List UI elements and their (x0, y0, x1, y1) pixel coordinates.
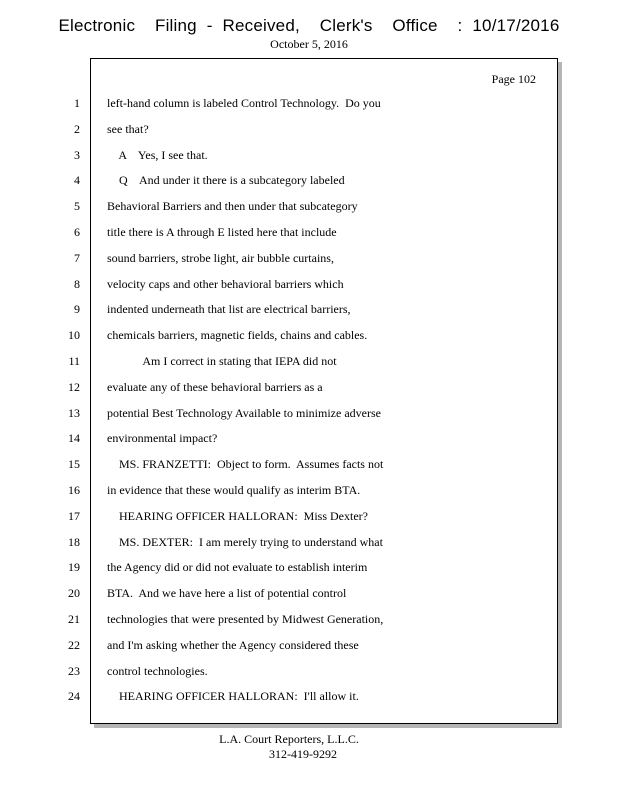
transcript-line: control technologies. (107, 664, 208, 678)
transcript-line: technologies that were presented by Midwest Generation, (107, 612, 384, 626)
transcript-line: and I'm asking whether the Agency considered these (107, 638, 359, 652)
transcript-line: the Agency did or did not evaluate to establish interim (107, 560, 368, 574)
transcript-line: environmental impact? (107, 431, 218, 445)
line-number: 6 (74, 225, 80, 239)
filing-stamp: Electronic Filing - Received, Clerk's Office : 10/17/2016 (58, 16, 560, 35)
transcript-line: BTA. And we have here a list of potential control (107, 586, 347, 600)
line-number: 1 (74, 96, 80, 110)
transcript-line: indented underneath that list are electrical barriers, (107, 302, 351, 316)
document-date: October 5, 2016 (270, 37, 348, 51)
line-number: 23 (68, 664, 80, 678)
line-number: 11 (68, 354, 80, 368)
line-number: 18 (68, 535, 80, 549)
transcript-line: chemicals barriers, magnetic fields, chains and cables. (107, 328, 368, 342)
transcript-line: HEARING OFFICER HALLORAN: I'll allow it. (107, 689, 359, 703)
transcript-line: velocity caps and other behavioral barriers which (107, 277, 344, 291)
line-number: 19 (68, 560, 80, 574)
line-number: 9 (74, 302, 80, 316)
line-number: 10 (68, 328, 80, 342)
line-number: 5 (74, 199, 80, 213)
line-number: 24 (68, 689, 80, 703)
court-reporter-firm: L.A. Court Reporters, L.L.C. (219, 732, 359, 746)
line-number: 20 (68, 586, 80, 600)
transcript-line: MS. FRANZETTI: Object to form. Assumes facts not (107, 457, 384, 471)
line-number: 21 (68, 612, 80, 626)
transcript-line: evaluate any of these behavioral barriers as a (107, 380, 323, 394)
line-number: 8 (74, 277, 80, 291)
line-number: 16 (68, 483, 80, 497)
transcript-line: MS. DEXTER: I am merely trying to understand what (107, 535, 383, 549)
transcript-line: in evidence that these would qualify as interim BTA. (107, 483, 361, 497)
line-number: 14 (68, 431, 80, 445)
court-reporter-phone: 312-419-9292 (269, 747, 337, 761)
line-number: 17 (68, 509, 80, 523)
line-number: 15 (68, 457, 80, 471)
transcript-line: A Yes, I see that. (107, 148, 208, 162)
line-number: 13 (68, 406, 80, 420)
line-number: 4 (74, 173, 80, 187)
line-number: 3 (74, 148, 80, 162)
page-number: Page 102 (491, 72, 536, 86)
transcript-line: left-hand column is labeled Control Technology. Do you (107, 96, 381, 110)
transcript-line: Q And under it there is a subcategory labeled (107, 173, 345, 187)
line-number: 12 (68, 380, 80, 394)
line-number: 22 (68, 638, 80, 652)
transcript-line: sound barriers, strobe light, air bubble curtains, (107, 251, 334, 265)
transcript-line: potential Best Technology Available to minimize adverse (107, 406, 381, 420)
transcript-line: HEARING OFFICER HALLORAN: Miss Dexter? (107, 509, 368, 523)
line-number: 2 (74, 122, 80, 136)
transcript-line: see that? (107, 122, 149, 136)
line-number: 7 (74, 251, 80, 265)
transcript-line: Am I correct in stating that IEPA did not (107, 354, 337, 368)
transcript-line: Behavioral Barriers and then under that subcategory (107, 199, 358, 213)
transcript-line: title there is A through E listed here that include (107, 225, 337, 239)
